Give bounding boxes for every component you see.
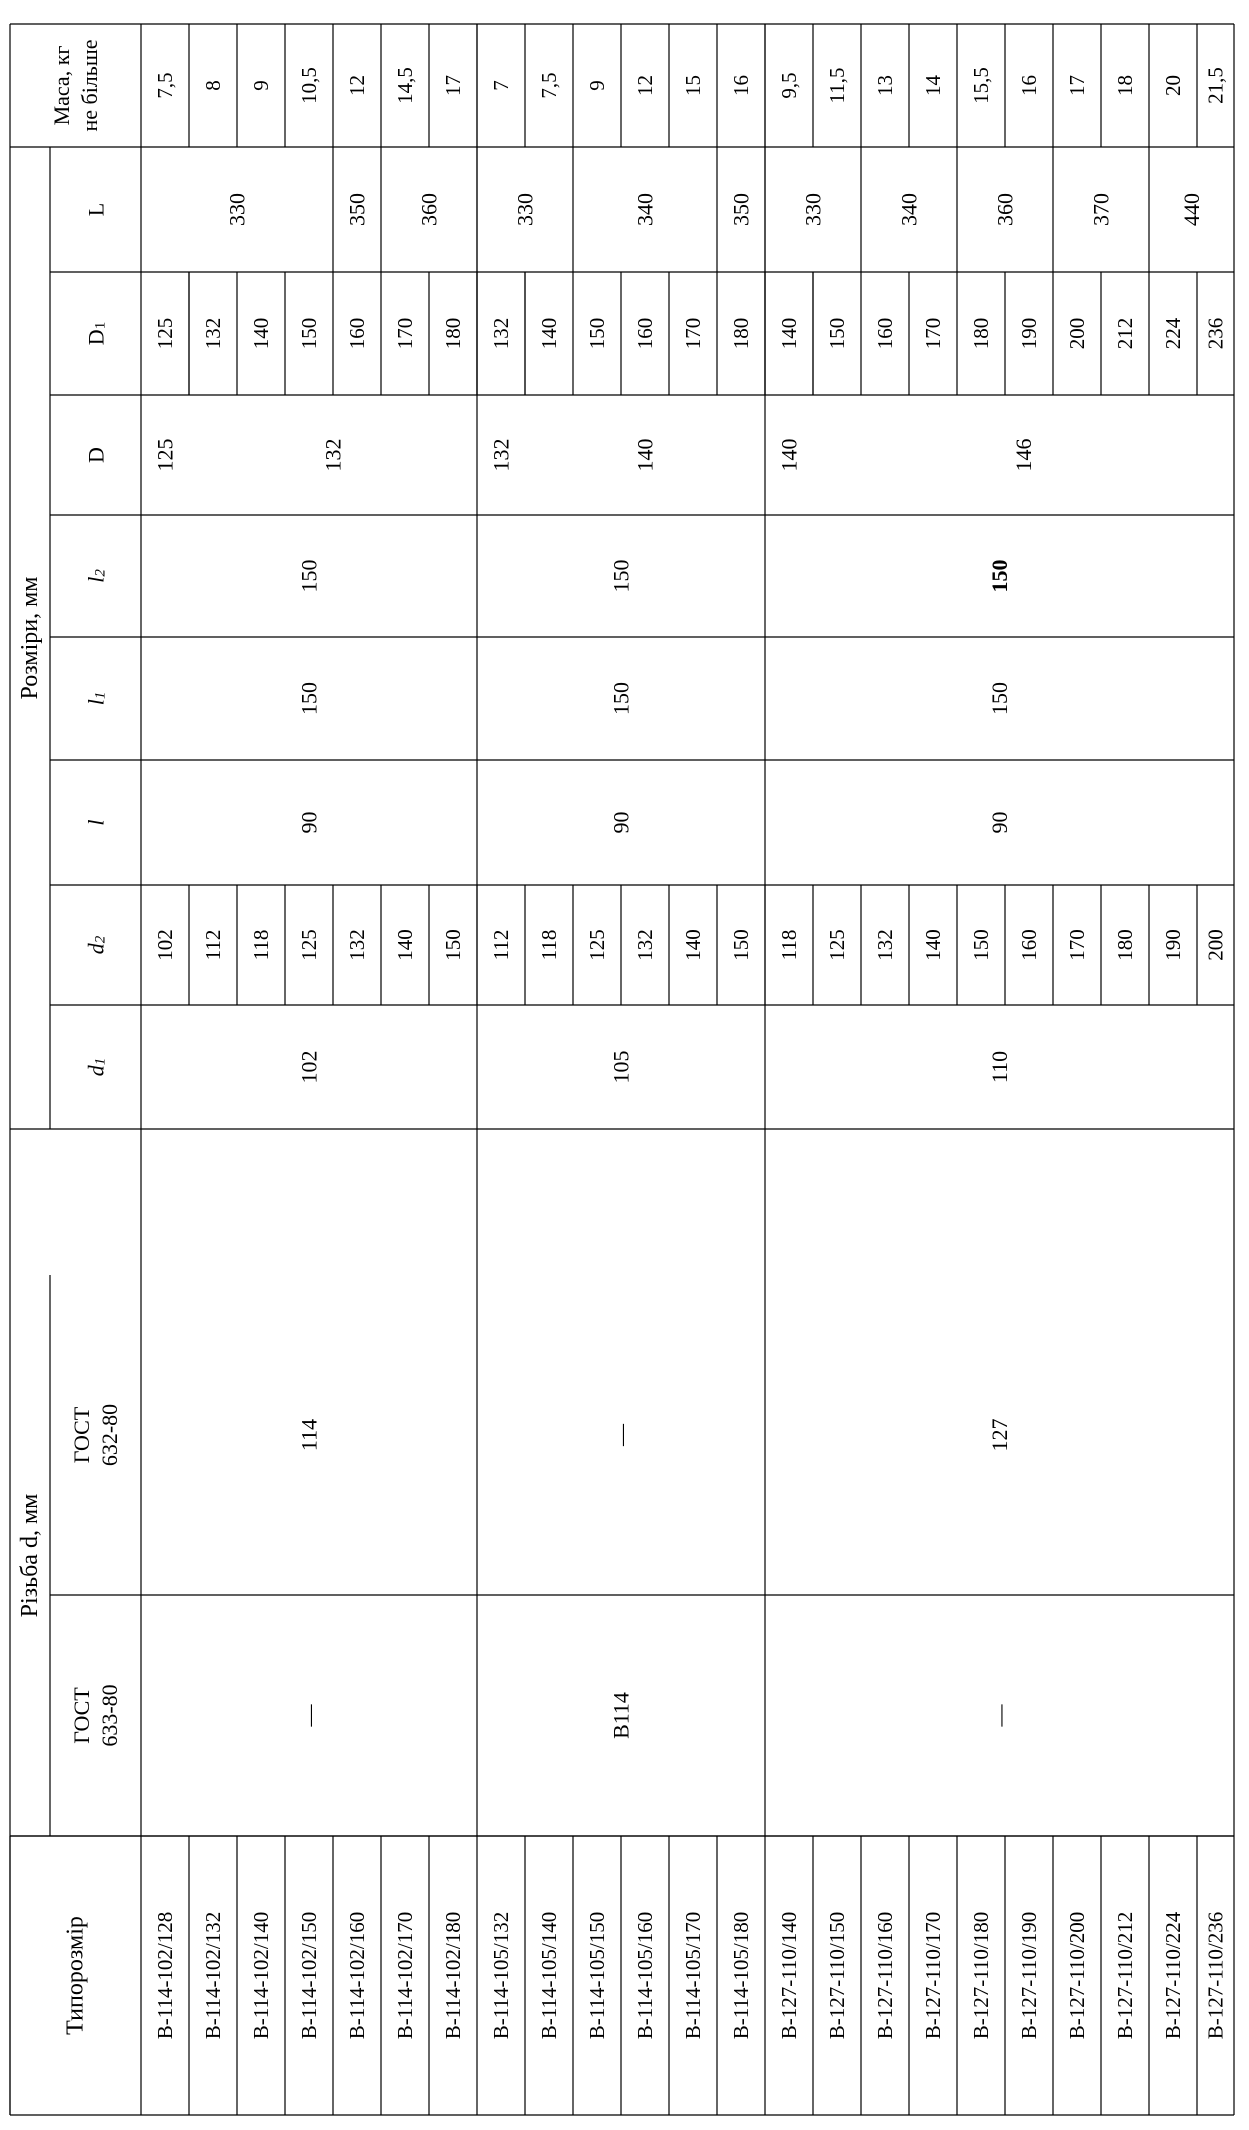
cell-type: В-127-110/140 bbox=[777, 1911, 801, 2040]
cell-d2: 150 bbox=[441, 929, 465, 961]
cell-L: 370 bbox=[1088, 193, 1114, 226]
cell-D1: 125 bbox=[153, 317, 177, 350]
header-l2: $l_2$ bbox=[83, 569, 109, 583]
cell-type: В-114-102/160 bbox=[345, 1911, 369, 2040]
cell-D: 140 bbox=[776, 438, 802, 472]
cell-type: В-127-110/212 bbox=[1113, 1911, 1137, 2040]
cell-L: 340 bbox=[632, 193, 658, 226]
cell-L: 360 bbox=[992, 193, 1018, 226]
cell-mass: 12 bbox=[345, 75, 369, 96]
header-l1: $l_1$ bbox=[83, 691, 109, 706]
header-gost633: ГОСТ bbox=[69, 1687, 94, 1744]
cell-d2: 102 bbox=[153, 929, 177, 961]
cell-D1: 180 bbox=[729, 317, 753, 350]
cell-l1: 150 bbox=[987, 682, 1012, 715]
cell-mass: 14,5 bbox=[393, 67, 417, 104]
cell-D1: 180 bbox=[969, 317, 993, 350]
cell-L: 360 bbox=[416, 193, 442, 226]
cell-D1: 160 bbox=[633, 317, 657, 350]
header-gost632: ГОСТ bbox=[69, 1406, 94, 1464]
cell-type: В-127-110/224 bbox=[1161, 1911, 1185, 2040]
cell-D1: 140 bbox=[777, 317, 801, 350]
cell-mass: 8 bbox=[201, 80, 225, 91]
cell-type: В-114-102/180 bbox=[441, 1911, 465, 2040]
cell-type: В-127-110/190 bbox=[1017, 1911, 1041, 2040]
cell-mass: 12 bbox=[633, 75, 657, 96]
cell-type: В-114-102/132 bbox=[201, 1911, 225, 2040]
cell-D: 140 bbox=[632, 438, 658, 472]
cell-D1: 140 bbox=[537, 317, 561, 350]
cell-d2: 132 bbox=[873, 929, 897, 961]
header-type: Типорозмір bbox=[62, 1916, 89, 2035]
cell-mass: 7,5 bbox=[537, 72, 561, 99]
cell-gost633: — bbox=[296, 1704, 322, 1727]
header-d1: $d_1$ bbox=[83, 1057, 109, 1077]
header-L: L bbox=[83, 202, 108, 217]
cell-type: В-127-110/200 bbox=[1065, 1911, 1089, 2040]
cell-mass: 7 bbox=[489, 80, 513, 91]
cell-mass: 17 bbox=[441, 75, 465, 96]
cell-d2: 200 bbox=[1203, 929, 1228, 961]
cell-l: 90 bbox=[296, 811, 322, 834]
cell-D1: 170 bbox=[393, 317, 417, 350]
cell-D1: 212 bbox=[1113, 317, 1137, 350]
cell-mass: 11,5 bbox=[825, 67, 849, 104]
cell-mass: 16 bbox=[729, 75, 753, 96]
cell-D1: 150 bbox=[825, 317, 849, 350]
cell-d2: 160 bbox=[1017, 929, 1041, 961]
cell-type: В-114-102/150 bbox=[297, 1911, 321, 2040]
cell-L: 330 bbox=[224, 193, 250, 226]
cell-D1: 150 bbox=[297, 317, 321, 350]
cell-D1: 190 bbox=[1017, 317, 1041, 350]
cell-D1: 132 bbox=[489, 317, 513, 350]
cell-D: 146 bbox=[1011, 438, 1036, 472]
cell-mass: 16 bbox=[1017, 75, 1041, 96]
header-mass: не більше bbox=[77, 39, 102, 132]
cell-d2: 118 bbox=[537, 929, 561, 961]
cell-D1: 236 bbox=[1203, 317, 1228, 350]
cell-type: В-114-105/132 bbox=[489, 1911, 513, 2040]
cell-mass: 17 bbox=[1065, 75, 1089, 96]
cell-d2: 132 bbox=[345, 929, 369, 961]
header-l: l bbox=[83, 819, 108, 826]
cell-L: 350 bbox=[728, 193, 754, 226]
cell-L: 340 bbox=[896, 193, 922, 226]
cell-d2: 180 bbox=[1113, 929, 1137, 961]
cell-d1: 105 bbox=[608, 1050, 634, 1084]
header-thread-group: Різьба d, мм bbox=[17, 1493, 43, 1618]
cell-D: 132 bbox=[488, 438, 514, 472]
cell-mass: 15 bbox=[681, 75, 705, 96]
cell-type: В-127-110/160 bbox=[873, 1911, 897, 2040]
cell-l1: 150 bbox=[296, 682, 322, 715]
cell-mass: 7,5 bbox=[153, 72, 177, 99]
cell-l1: 150 bbox=[608, 682, 634, 715]
cell-d2: 125 bbox=[297, 929, 321, 961]
cell-type: В-114-105/140 bbox=[537, 1911, 561, 2040]
cell-mass: 20 bbox=[1161, 75, 1185, 96]
cell-gost632: — bbox=[608, 1424, 634, 1446]
cell-d2: 170 bbox=[1065, 929, 1089, 961]
cell-type: В-114-105/180 bbox=[729, 1911, 753, 2040]
cell-type: В-114-102/170 bbox=[393, 1911, 417, 2040]
cell-type: В-127-110/170 bbox=[921, 1911, 945, 2040]
cell-d2: 190 bbox=[1161, 929, 1185, 961]
cell-D: 132 bbox=[320, 438, 346, 472]
cell-type: В-114-105/170 bbox=[681, 1911, 705, 2040]
cell-mass: 10,5 bbox=[297, 67, 321, 104]
cell-d2: 125 bbox=[825, 929, 849, 961]
cell-l2: 150 bbox=[296, 559, 322, 593]
cell-d2: 140 bbox=[393, 929, 417, 961]
cell-D1: 224 bbox=[1161, 317, 1185, 350]
cell-d2: 118 bbox=[249, 929, 273, 961]
cell-gost633: — bbox=[987, 1704, 1012, 1727]
cell-l2: 150 bbox=[608, 559, 634, 593]
cell-mass: 13 bbox=[873, 75, 897, 96]
cell-d2: 118 bbox=[777, 929, 801, 961]
cell-type: В-127-110/150 bbox=[825, 1911, 849, 2040]
header-mass: Маса, кг bbox=[49, 45, 74, 126]
cell-mass: 9 bbox=[585, 80, 609, 91]
header-gost633: 633-80 bbox=[97, 1684, 122, 1747]
header-d2: $d_2$ bbox=[83, 935, 109, 955]
header-D1: $D_1$ bbox=[83, 321, 109, 346]
cell-gost633: В114 bbox=[608, 1692, 634, 1739]
cell-d2: 140 bbox=[681, 929, 705, 961]
cell-l: 90 bbox=[608, 811, 634, 834]
cell-gost632: 114 bbox=[296, 1418, 322, 1452]
cell-mass: 18 bbox=[1113, 75, 1137, 96]
cell-D1: 160 bbox=[873, 317, 897, 350]
cell-L: 330 bbox=[512, 193, 538, 226]
cell-type: В-114-102/128 bbox=[153, 1911, 177, 2040]
cell-L: 440 bbox=[1179, 193, 1204, 226]
cell-D1: 200 bbox=[1065, 317, 1089, 350]
cell-d2: 150 bbox=[969, 929, 993, 961]
cell-mass: 9 bbox=[249, 80, 273, 91]
cell-mass: 21,5 bbox=[1203, 67, 1228, 104]
cell-d1: 102 bbox=[296, 1050, 322, 1084]
cell-gost632: 127 bbox=[987, 1418, 1012, 1452]
cell-L: 350 bbox=[344, 193, 370, 226]
cell-mass: 9,5 bbox=[777, 72, 801, 99]
cell-d2: 112 bbox=[201, 929, 225, 961]
cell-type: В-127-110/236 bbox=[1203, 1911, 1228, 2040]
cell-D: 125 bbox=[152, 438, 178, 472]
cell-D1: 180 bbox=[441, 317, 465, 350]
cell-L: 330 bbox=[800, 193, 826, 226]
cell-mass: 15,5 bbox=[969, 67, 993, 104]
header-dims-group: Розміри, мм bbox=[17, 576, 43, 700]
cell-d2: 150 bbox=[729, 929, 753, 961]
cell-d2: 140 bbox=[921, 929, 945, 961]
cell-D1: 170 bbox=[681, 317, 705, 350]
header-gost632: 632-80 bbox=[97, 1403, 122, 1467]
cell-d2: 132 bbox=[633, 929, 657, 961]
cell-l: 90 bbox=[987, 811, 1012, 834]
cell-D1: 132 bbox=[201, 317, 225, 350]
cell-l2: 150 bbox=[987, 559, 1012, 593]
cell-D1: 170 bbox=[921, 317, 945, 350]
cell-mass: 14 bbox=[921, 75, 945, 96]
cell-type: В-127-110/180 bbox=[969, 1911, 993, 2040]
cell-d1: 110 bbox=[987, 1050, 1012, 1084]
cell-type: В-114-105/160 bbox=[633, 1911, 657, 2040]
cell-D1: 160 bbox=[345, 317, 369, 350]
cell-d2: 112 bbox=[489, 929, 513, 961]
cell-D1: 140 bbox=[249, 317, 273, 350]
cell-D1: 150 bbox=[585, 317, 609, 350]
cell-d2: 125 bbox=[585, 929, 609, 961]
cell-type: В-114-105/150 bbox=[585, 1911, 609, 2040]
cell-type: В-114-102/140 bbox=[249, 1911, 273, 2040]
header-D: D bbox=[83, 447, 108, 463]
